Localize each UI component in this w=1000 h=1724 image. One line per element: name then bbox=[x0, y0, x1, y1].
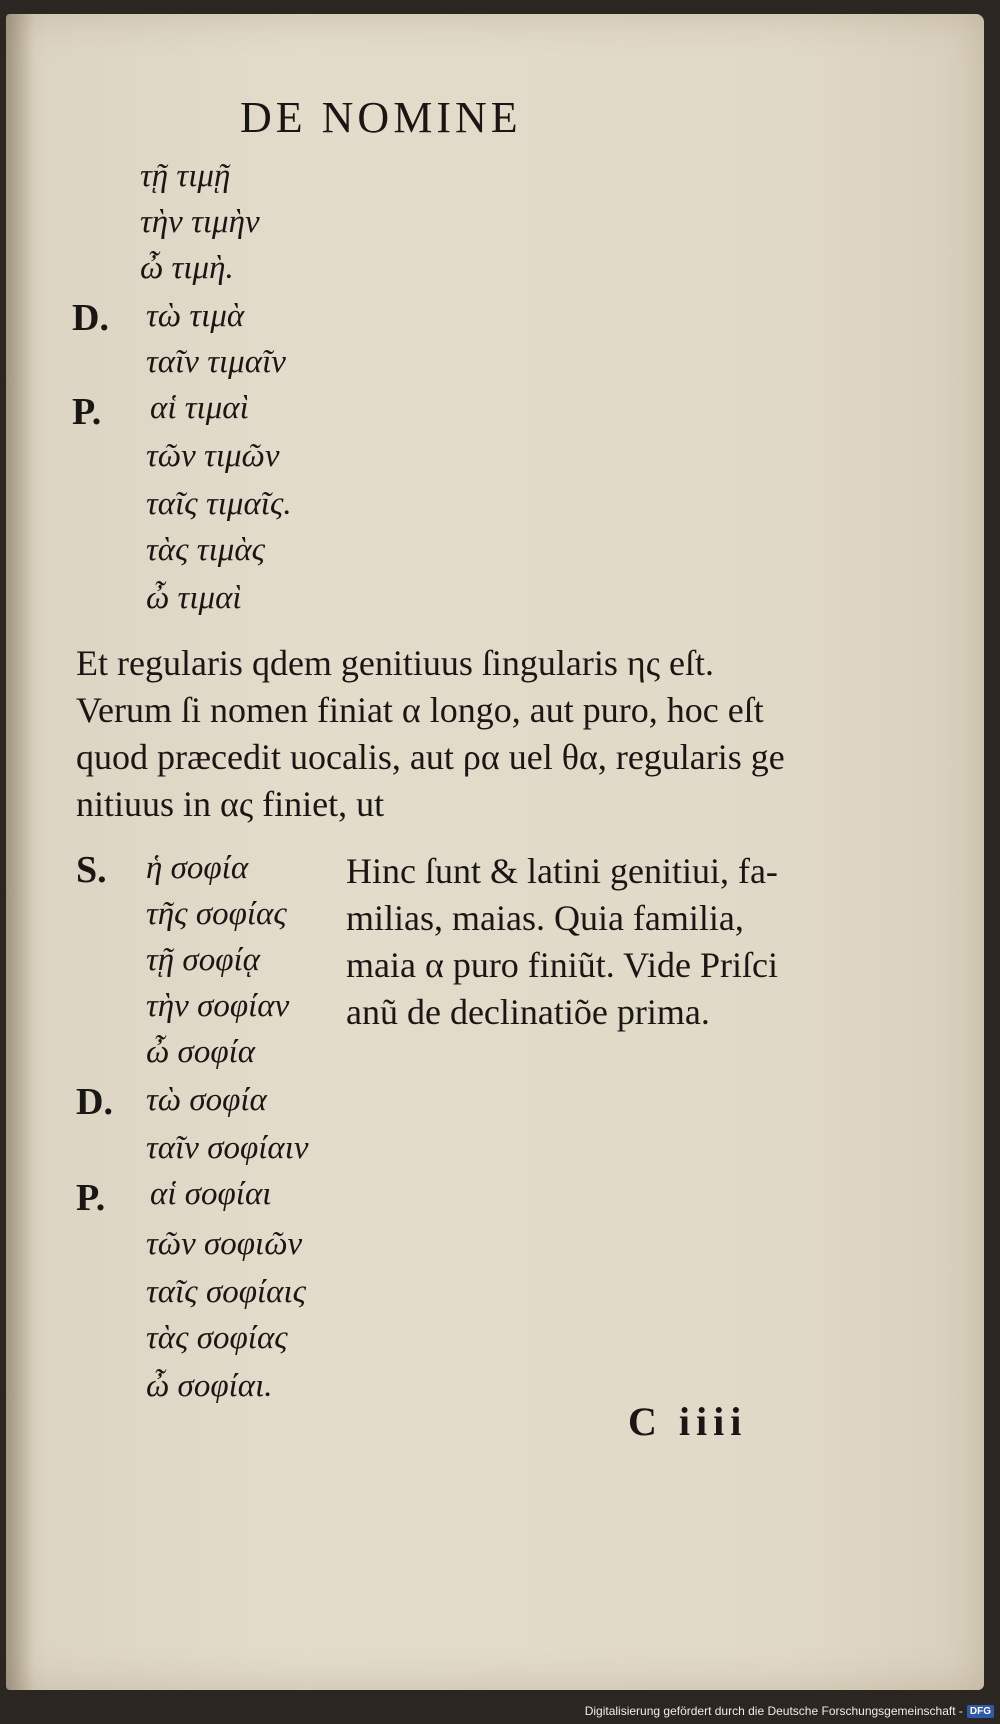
paradigm-1-form-3: τὼ τιμὰ bbox=[146, 298, 245, 334]
side-note bbox=[346, 848, 846, 1036]
paradigm-2-form-2: τῇ σοφίᾳ bbox=[146, 942, 260, 978]
paragraph-line-0: Et regularis qdem genitiuus ſingularis ης eſt. bbox=[76, 643, 714, 683]
paradigm-1-form-7: ταῖς τιμαῖς. bbox=[146, 486, 292, 522]
paradigm-2-form-9: ταῖς σοφίαις bbox=[146, 1274, 307, 1310]
case-label-plural: P. bbox=[72, 391, 102, 433]
paradigm-1-form-1: τὴν τιμὴν bbox=[140, 204, 260, 240]
paradigm-2-form-8: τῶν σοφιῶν bbox=[146, 1226, 303, 1262]
digitization-footer bbox=[585, 1700, 994, 1722]
main-paragraph bbox=[76, 640, 836, 828]
side-note-line-0: Hinc ſunt & latini genitiui, fa- bbox=[346, 851, 778, 891]
signature-mark: C iiii bbox=[628, 1399, 748, 1444]
paragraph-line-2: quod præcedit uocalis, aut ρα uel θα, regularis ge bbox=[76, 737, 785, 777]
paradigm-1-form-9: ὦ τιμαὶ bbox=[146, 580, 242, 616]
case-label-plural-2: P. bbox=[76, 1177, 106, 1219]
paradigm-2-form-5: τὼ σοφία bbox=[146, 1082, 267, 1118]
side-note-line-3: anũ de declinatiõe prima. bbox=[346, 992, 710, 1032]
dfg-logo: DFG bbox=[967, 1705, 994, 1718]
paradigm-1-form-5: αἱ τιμαὶ bbox=[150, 390, 249, 426]
paradigm-1-form-4: ταῖν τιμαῖν bbox=[146, 344, 286, 380]
case-label-dual-2: D. bbox=[76, 1081, 113, 1123]
paradigm-2-form-3: τὴν σοφίαν bbox=[146, 988, 290, 1024]
paradigm-2-form-10: τὰς σοφίας bbox=[146, 1320, 288, 1356]
paradigm-1-form-2: ὦ τιμὴ. bbox=[140, 250, 234, 286]
paradigm-2-form-0: ἡ σοφία bbox=[146, 850, 249, 886]
running-head: DE NOMINE bbox=[240, 93, 522, 142]
side-note-line-1: milias, maias. Quia familia, bbox=[346, 898, 744, 938]
paradigm-2-form-4: ὦ σοφία bbox=[146, 1034, 256, 1070]
paradigm-2-form-1: τῆς σοφίας bbox=[146, 896, 287, 932]
paragraph-line-1: Verum ſi nomen finiat α longo, aut puro, hoc eſt bbox=[76, 690, 764, 730]
page-gutter-shadow bbox=[6, 14, 34, 1690]
case-label-dual: D. bbox=[72, 297, 109, 339]
paragraph-line-3: nitiuus in ας finiet, ut bbox=[76, 784, 385, 824]
footer-text: Digitalisierung gefördert durch die Deutsche Forschungsgemeinschaft - bbox=[584, 1704, 963, 1718]
paradigm-2-form-7: αἱ σοφίαι bbox=[150, 1176, 272, 1212]
case-label-singular: S. bbox=[76, 849, 107, 891]
paradigm-1-form-8: τὰς τιμὰς bbox=[146, 532, 266, 568]
paradigm-1-form-6: τῶν τιμῶν bbox=[146, 438, 280, 474]
paradigm-2-form-11: ὦ σοφίαι. bbox=[146, 1368, 273, 1404]
paradigm-1-form-0: τῇ τιμῇ bbox=[140, 158, 231, 194]
side-note-line-2: maia α puro finiũt. Vide Priſci bbox=[346, 945, 778, 985]
paradigm-2-form-6: ταῖν σοφίαιν bbox=[146, 1130, 309, 1166]
